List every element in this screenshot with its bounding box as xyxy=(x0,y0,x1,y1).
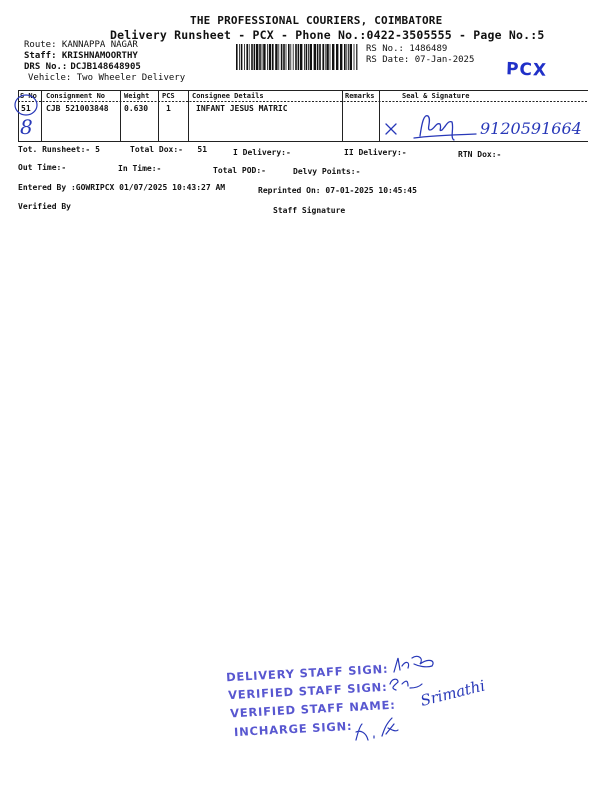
total-dox: Total Dox:- 51 xyxy=(130,145,208,154)
cell-sno: 51 xyxy=(21,104,31,113)
barcode-bar xyxy=(326,44,328,70)
barcode-bar xyxy=(304,44,305,70)
barcode-bar xyxy=(272,44,274,70)
runsheet-title: Delivery Runsheet - PCX - Phone No.:0422-3505555 - Page No.:5 xyxy=(110,28,545,42)
rs-date: RS Date: 07-Jan-2025 xyxy=(366,55,475,65)
barcode-bar xyxy=(336,44,338,70)
col-header-remarks: Remarks xyxy=(345,92,375,100)
col-header-consignee: Consignee Details xyxy=(192,92,264,100)
ii-delivery: II Delivery:- xyxy=(344,148,407,157)
staff-sign-stamp xyxy=(222,644,502,754)
barcode-bar xyxy=(256,44,258,70)
barcode-bar xyxy=(340,44,342,70)
stamp-delivery-staff-sign: DELIVERY STAFF SIGN: xyxy=(225,661,389,685)
barcode-bar xyxy=(325,44,326,70)
barcode-bar xyxy=(254,44,256,70)
barcode-bar xyxy=(295,44,297,70)
barcode-bar xyxy=(251,44,253,70)
tot-runsheet: Tot. Runsheet:- 5 xyxy=(18,145,100,154)
col-header-pcs: PCS xyxy=(162,92,175,100)
stamp-verified-staff-sign: VERIFIED STAFF SIGN: xyxy=(227,679,388,703)
barcode-bar xyxy=(241,44,243,70)
barcode-bar xyxy=(288,44,290,70)
barcode-bar xyxy=(281,44,283,70)
barcode-bar xyxy=(298,44,300,70)
cell-consignee: INFANT JESUS MATRIC xyxy=(196,104,288,113)
barcode-bar xyxy=(290,44,291,70)
barcode-bar xyxy=(286,44,287,70)
reprinted-on: Reprinted On: 07-01-2025 10:45:45 xyxy=(258,186,417,195)
barcode-bar xyxy=(354,44,355,70)
drs-label: DRS No.: xyxy=(24,62,68,72)
barcode-bar xyxy=(293,44,294,70)
handwritten-note-8: 8 xyxy=(20,115,33,139)
stamp-incharge-sign: INCHARGE SIGN: xyxy=(233,718,353,740)
barcode-bar xyxy=(308,44,309,70)
col-header-seal-signature: Seal & Signature xyxy=(402,92,470,100)
barcode-bar xyxy=(350,44,352,70)
drs-number xyxy=(24,62,141,72)
barcode-bar xyxy=(330,44,331,70)
barcode-bar xyxy=(348,44,349,70)
barcode-bar xyxy=(269,44,271,70)
barcode-bar xyxy=(267,44,268,70)
i-delivery: I Delivery:- xyxy=(233,148,291,157)
pcx-stamp: PCX xyxy=(505,59,548,81)
vehicle-label: Vehicle: Two Wheeler Delivery xyxy=(28,73,186,83)
barcode-bar xyxy=(246,44,248,70)
barcode-bar xyxy=(332,44,334,70)
handwritten-phone: 9120591664 xyxy=(480,119,582,138)
stamp-signatures xyxy=(222,644,502,754)
in-time: In Time:- xyxy=(118,164,162,173)
total-pod: Total POD:- xyxy=(213,166,266,175)
barcode-bar xyxy=(344,44,346,70)
barcode-bar xyxy=(356,44,357,70)
cell-weight: 0.630 xyxy=(124,104,149,113)
out-time: Out Time:- xyxy=(18,163,67,172)
barcode-bar xyxy=(300,44,302,70)
barcode-bar xyxy=(322,44,324,70)
barcode-bar xyxy=(239,44,240,70)
cell-pcs: 1 xyxy=(166,104,171,113)
col-header-sno: S No xyxy=(20,92,37,100)
barcode-bar xyxy=(306,44,308,70)
drs-value: DCJB148648905 xyxy=(70,62,141,72)
stamp-verified-staff-name: VERIFIED STAFF NAME: xyxy=(229,697,396,721)
barcode-bar xyxy=(262,44,263,70)
verified-by: Verified By xyxy=(18,202,71,211)
rs-number: RS No.: 1486489 xyxy=(366,44,448,54)
staff-signature-label: Staff Signature xyxy=(273,206,346,215)
staff-label: Staff: KRISHNAMOORTHY xyxy=(24,51,138,61)
entered-by: Entered By :GOWRIPCX 01/07/2025 10:43:27 AM xyxy=(18,183,226,192)
barcode-bar xyxy=(346,44,347,70)
col-header-consignment: Consignment No xyxy=(46,92,106,100)
route-label: Route: KANNAPPA NAGAR xyxy=(24,40,138,50)
handwritten-signature xyxy=(380,108,590,144)
barcode-bar xyxy=(275,44,277,70)
delvy-points: Delvy Points:- xyxy=(293,167,361,176)
cell-consignment-no: CJB 521003848 xyxy=(46,104,109,113)
col-header-weight: Weight xyxy=(124,92,150,100)
barcode-bar xyxy=(236,44,238,70)
barcode-image xyxy=(236,44,358,70)
barcode-bar xyxy=(259,44,261,70)
handwritten-circle-mark xyxy=(12,94,42,144)
rtn-dox: RTN Dox:- xyxy=(458,150,502,159)
barcode-bar xyxy=(317,44,319,70)
barcode-bar xyxy=(310,44,312,70)
barcode-bar xyxy=(249,44,250,70)
barcode-bar xyxy=(278,44,279,70)
barcode-bar xyxy=(319,44,321,70)
company-name: THE PROFESSIONAL COURIERS, COIMBATORE xyxy=(190,14,443,27)
barcode-bar xyxy=(244,44,245,70)
stamp-handwritten-name: Srimathi xyxy=(418,676,487,710)
barcode-bar xyxy=(314,44,316,70)
barcode-bar xyxy=(263,44,265,70)
barcode-bar xyxy=(283,44,285,70)
